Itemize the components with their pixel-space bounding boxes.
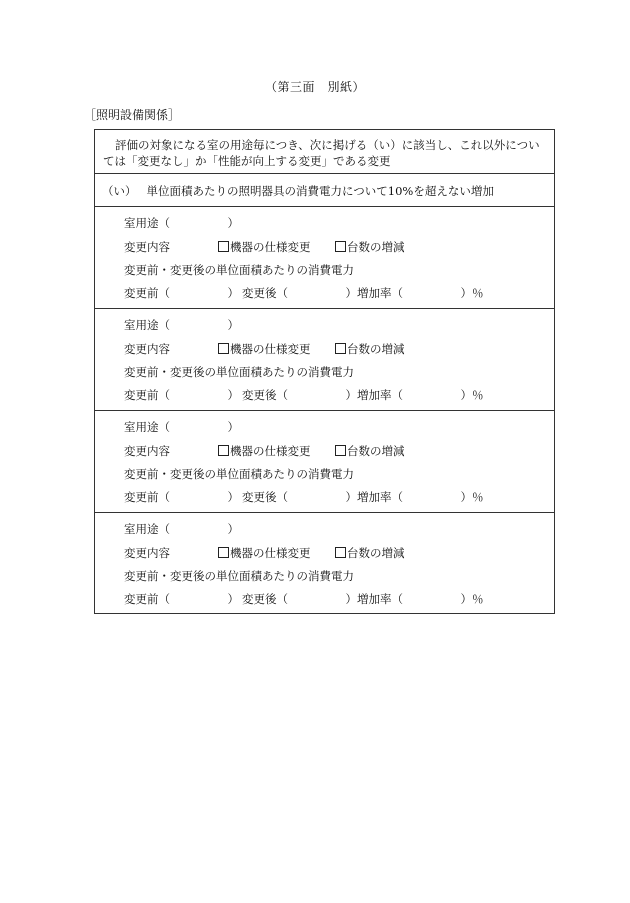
room-entry bbox=[95, 411, 554, 513]
spec-change-label: 機器の仕様変更 bbox=[230, 240, 311, 254]
section-label: ［照明設備関係］ bbox=[84, 108, 181, 122]
increase-rate-field[interactable]: 増加率（ ）％ bbox=[357, 592, 484, 606]
after-field[interactable]: 変更後（ ） bbox=[242, 388, 357, 402]
room-use-row bbox=[124, 419, 239, 435]
change-content-label: 変更内容 bbox=[124, 342, 170, 356]
condition-mark: （い） bbox=[102, 184, 137, 198]
room-use-field[interactable]: 室用途（ ） bbox=[124, 522, 239, 536]
room-use-row bbox=[124, 317, 239, 333]
before-field[interactable]: 変更前（ ） bbox=[124, 490, 239, 504]
before-field[interactable]: 変更前（ ） bbox=[124, 592, 239, 606]
spec-change-label: 機器の仕様変更 bbox=[230, 444, 311, 458]
count-change-checkbox[interactable] bbox=[335, 241, 346, 252]
after-field[interactable]: 変更後（ ） bbox=[242, 490, 357, 504]
count-change-checkbox[interactable] bbox=[335, 547, 346, 558]
count-change-option[interactable] bbox=[335, 341, 405, 357]
power-caption: 変更前・変更後の単位面積あたりの消費電力 bbox=[124, 365, 354, 379]
room-entry bbox=[95, 207, 554, 309]
page-heading: （第三面 別紙） bbox=[264, 80, 365, 94]
room-use-row bbox=[124, 521, 239, 537]
count-change-option[interactable] bbox=[335, 545, 405, 561]
power-caption: 変更前・変更後の単位面積あたりの消費電力 bbox=[124, 263, 354, 277]
spec-change-option[interactable] bbox=[218, 341, 311, 357]
condition-text: 単位面積あたりの照明器具の消費電力について10%を超えない増加 bbox=[146, 184, 494, 198]
count-change-label: 台数の増減 bbox=[347, 444, 405, 458]
count-change-label: 台数の増減 bbox=[347, 546, 405, 560]
count-change-label: 台数の増減 bbox=[347, 240, 405, 254]
count-change-checkbox[interactable] bbox=[335, 445, 346, 456]
before-field[interactable]: 変更前（ ） bbox=[124, 286, 239, 300]
count-change-checkbox[interactable] bbox=[335, 343, 346, 354]
spec-change-checkbox[interactable] bbox=[218, 343, 229, 354]
spec-change-label: 機器の仕様変更 bbox=[230, 342, 311, 356]
before-field[interactable]: 変更前（ ） bbox=[124, 388, 239, 402]
room-entry bbox=[95, 309, 554, 411]
increase-rate-field[interactable]: 増加率（ ）％ bbox=[357, 490, 484, 504]
room-use-field[interactable]: 室用途（ ） bbox=[124, 318, 239, 332]
spec-change-checkbox[interactable] bbox=[218, 547, 229, 558]
change-content-label: 変更内容 bbox=[124, 546, 170, 560]
after-field[interactable]: 変更後（ ） bbox=[242, 286, 357, 300]
increase-rate-field[interactable]: 増加率（ ）％ bbox=[357, 388, 484, 402]
count-change-option[interactable] bbox=[335, 443, 405, 459]
spec-change-option[interactable] bbox=[218, 239, 311, 255]
power-caption: 変更前・変更後の単位面積あたりの消費電力 bbox=[124, 569, 354, 583]
after-field[interactable]: 変更後（ ） bbox=[242, 592, 357, 606]
power-caption: 変更前・変更後の単位面積あたりの消費電力 bbox=[124, 467, 354, 481]
lighting-change-form bbox=[94, 129, 555, 614]
room-use-row bbox=[124, 215, 239, 231]
increase-rate-field[interactable]: 増加率（ ）％ bbox=[357, 286, 484, 300]
count-change-option[interactable] bbox=[335, 239, 405, 255]
change-content-label: 変更内容 bbox=[124, 240, 170, 254]
room-entry bbox=[95, 513, 554, 613]
spec-change-label: 機器の仕様変更 bbox=[230, 546, 311, 560]
room-use-field[interactable]: 室用途（ ） bbox=[124, 420, 239, 434]
condition-row bbox=[95, 174, 554, 207]
spec-change-checkbox[interactable] bbox=[218, 445, 229, 456]
count-change-label: 台数の増減 bbox=[347, 342, 405, 356]
room-use-field[interactable]: 室用途（ ） bbox=[124, 216, 239, 230]
spec-change-option[interactable] bbox=[218, 545, 311, 561]
intro-text: 評価の対象になる室の用途毎につき、次に掲げる（い）に該当し、これ以外については「変更なし」か「性能が向上する変更」である変更 bbox=[95, 130, 554, 174]
spec-change-option[interactable] bbox=[218, 443, 311, 459]
change-content-label: 変更内容 bbox=[124, 444, 170, 458]
spec-change-checkbox[interactable] bbox=[218, 241, 229, 252]
